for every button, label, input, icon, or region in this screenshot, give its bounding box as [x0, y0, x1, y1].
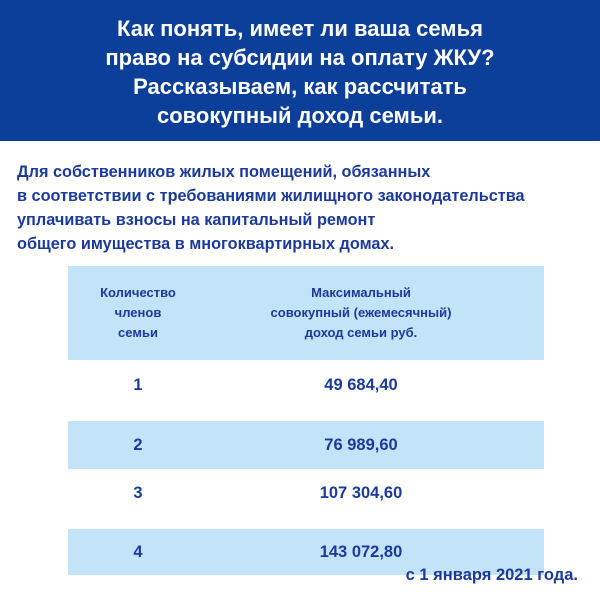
header-members-line: семьи	[118, 325, 158, 340]
cell-members: 2	[133, 435, 143, 454]
cell-members: 4	[133, 542, 143, 561]
page-title	[105, 12, 494, 130]
header-banner	[0, 0, 600, 141]
title-line: совокупный доход семьи.	[157, 102, 443, 128]
header-income	[208, 283, 544, 343]
cell-income: 107 304,60	[319, 483, 403, 502]
cell-members: 1	[133, 375, 143, 394]
header-members-line: Количество	[100, 285, 176, 300]
header-income-line: совокупный (ежемесячный)	[270, 305, 452, 320]
intro-paragraph	[17, 160, 587, 256]
table-header-row	[68, 266, 544, 360]
income-table	[68, 266, 544, 575]
cell-income: 49 684,40	[324, 375, 398, 394]
header-income-line: доход семьи руб.	[304, 325, 418, 340]
intro-line: общего имущества в многоквартирных домах.	[17, 235, 395, 253]
table-row	[68, 361, 544, 409]
cell-income: 76 989,60	[324, 435, 398, 454]
table-row	[68, 421, 544, 469]
intro-line: в соответствии с требованиями жилищного законодательства	[17, 187, 525, 205]
title-line: Как понять, имеет ли ваша семья	[117, 15, 483, 41]
effective-date-note: с 1 января 2021 года.	[405, 566, 578, 584]
intro-line: Для собственников жилых помещений, обязанных	[17, 163, 431, 181]
cell-income: 143 072,80	[319, 542, 403, 561]
header-members-line: членов	[114, 305, 162, 320]
title-line: право на субсидии на оплату ЖКУ?	[105, 44, 495, 70]
header-members	[68, 283, 208, 343]
header-income-line: Максимальный	[311, 285, 411, 300]
table-row	[68, 469, 544, 517]
cell-members: 3	[133, 483, 143, 502]
title-line: Рассказываем, как рассчитать	[133, 73, 467, 99]
intro-line: уплачивать взносы на капитальный ремонт	[17, 211, 376, 229]
